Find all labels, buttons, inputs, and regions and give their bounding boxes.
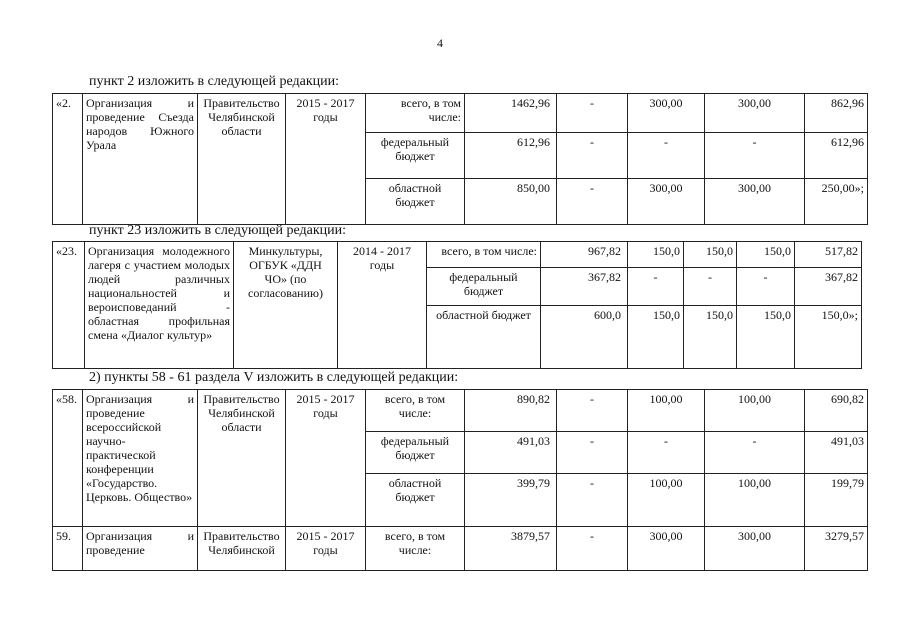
executor: Правительство Челябинской — [198, 527, 286, 571]
value-y2017: 862,96 — [805, 94, 868, 133]
value-y2017: 517,82 — [795, 242, 862, 268]
measure-name: Организация молодежного лагеря с участием молодых людей различных национальностей и вероисповеданий - областная профильная смена «Диалог культур» — [85, 242, 234, 369]
row-number: «58. — [53, 390, 83, 527]
measure-name: Организация и проведение — [83, 527, 198, 571]
value-y2014: - — [557, 390, 628, 432]
funding-label: областной бюджет — [366, 179, 465, 225]
value-y2015: 150,0 — [684, 242, 737, 268]
funding-label: федеральный бюджет — [366, 133, 465, 179]
row-number: «2. — [53, 94, 83, 225]
executor: Минкультуры, ОГБУК «ДДН ЧО» (по согласованию) — [234, 242, 338, 369]
value-y2016: - — [705, 432, 805, 474]
value-total: 399,79 — [465, 474, 557, 527]
funding-label: федеральный бюджет — [366, 432, 465, 474]
value-y2016: - — [705, 133, 805, 179]
heading-item-2: пункт 2 изложить в следующей редакции: — [89, 74, 339, 89]
value-y2014: 150,0 — [628, 242, 684, 268]
value-y2017: 612,96 — [805, 133, 868, 179]
value-total: 612,96 — [465, 133, 557, 179]
funding-label: областной бюджет — [427, 306, 541, 369]
funding-label: областной бюджет — [366, 474, 465, 527]
table-item-23 — [52, 241, 862, 369]
funding-label: всего, в том числе: — [366, 94, 465, 133]
row-number: 59. — [53, 527, 83, 571]
value-y2014: - — [557, 527, 628, 571]
value-y2017: 690,82 — [805, 390, 868, 432]
measure-name: Организация и проведение Съезда народов Южного Урала — [83, 94, 198, 225]
value-y2014: - — [557, 94, 628, 133]
funding-label: всего, в том числе: — [427, 242, 541, 268]
value-y2014: - — [557, 133, 628, 179]
value-y2015: - — [628, 432, 705, 474]
period: 2014 - 2017 годы — [338, 242, 427, 369]
value-total: 600,0 — [541, 306, 628, 369]
value-y2015: 100,00 — [628, 390, 705, 432]
period: 2015 - 2017 годы — [286, 390, 366, 527]
value-y2014: - — [557, 432, 628, 474]
value-y2014: 150,0 — [628, 306, 684, 369]
value-y2015: - — [628, 133, 705, 179]
executor: Правительство Челябинской области — [198, 94, 286, 225]
value-y2017: 491,03 — [805, 432, 868, 474]
value-y2014: - — [628, 268, 684, 306]
value-total: 367,82 — [541, 268, 628, 306]
page-number: 4 — [437, 36, 443, 50]
value-y2017: 3279,57 — [805, 527, 868, 571]
value-y2015: 300,00 — [628, 179, 705, 225]
value-total: 491,03 — [465, 432, 557, 474]
table-item-2 — [52, 93, 868, 225]
value-y2016: 100,00 — [705, 390, 805, 432]
value-y2015: - — [684, 268, 737, 306]
funding-label: всего, в том числе: — [366, 390, 465, 432]
value-total: 3879,57 — [465, 527, 557, 571]
value-y2017: 150,0»; — [795, 306, 862, 369]
funding-label: всего, в том числе: — [366, 527, 465, 571]
value-y2014: - — [557, 474, 628, 527]
heading-section-v: 2) пункты 58 - 61 раздела V изложить в следующей редакции: — [89, 370, 459, 385]
value-y2017: 250,00»; — [805, 179, 868, 225]
value-y2016: 300,00 — [705, 179, 805, 225]
value-y2016: 150,0 — [737, 242, 795, 268]
heading-item-23: пункт 23 изложить в следующей редакции: — [89, 223, 346, 238]
value-y2015: 300,00 — [628, 94, 705, 133]
period: 2015 - 2017 годы — [286, 94, 366, 225]
table-row — [53, 94, 868, 133]
table-row — [53, 242, 862, 268]
table-row — [53, 527, 868, 571]
funding-label: федеральный бюджет — [427, 268, 541, 306]
value-y2016: - — [737, 268, 795, 306]
period: 2015 - 2017 годы — [286, 527, 366, 571]
value-y2016: 150,0 — [737, 306, 795, 369]
value-y2015: 150,0 — [684, 306, 737, 369]
row-number: «23. — [53, 242, 85, 369]
table-items-58-61 — [52, 389, 868, 571]
value-y2016: 300,00 — [705, 94, 805, 133]
value-y2015: 100,00 — [628, 474, 705, 527]
value-y2014: - — [557, 179, 628, 225]
value-y2016: 300,00 — [705, 527, 805, 571]
value-total: 850,00 — [465, 179, 557, 225]
executor: Правительство Челябинской области — [198, 390, 286, 527]
value-total: 1462,96 — [465, 94, 557, 133]
value-y2016: 100,00 — [705, 474, 805, 527]
value-y2015: 300,00 — [628, 527, 705, 571]
value-total: 967,82 — [541, 242, 628, 268]
measure-name: Организация и проведение всероссийской научно-практической конференции «Государство. Церковь. Общество» — [83, 390, 198, 527]
value-y2017: 199,79 — [805, 474, 868, 527]
value-total: 890,82 — [465, 390, 557, 432]
table-row — [53, 390, 868, 432]
value-y2017: 367,82 — [795, 268, 862, 306]
